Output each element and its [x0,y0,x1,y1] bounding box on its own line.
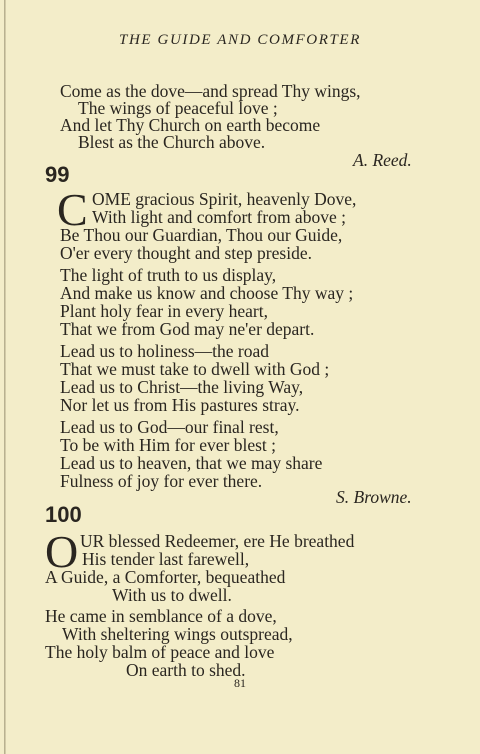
prev-hymn-line-1: Come as the dove—and spread Thy wings, [60,81,361,101]
hymn-99-s2-line-4: That we from God may ne'er depart. [60,319,315,339]
hymn-99-s4-line-2: To be with Him for ever blest ; [60,435,277,455]
hymn-100-s2-line-1: He came in semblance of a dove, [45,606,277,626]
running-head: THE GUIDE AND COMFORTER [119,32,361,48]
drop-cap-100: O [45,526,79,577]
prev-hymn-attribution: A. Reed. [353,150,412,170]
hymn-100-first-line: UR blessed Redeemer, ere He breathed [80,531,355,551]
page-number: 81 [234,676,246,690]
hymn-99-s2-line-3: Plant holy fear in every heart, [60,301,268,321]
hymn-99-s3-line-3: Lead us to Christ—the living Way, [60,377,304,397]
hymn-number-100: 100 [45,502,82,527]
prev-hymn-line-4: Blest as the Church above. [78,132,266,152]
hymn-99-s4-line-3: Lead us to heaven, that we may share [60,453,323,473]
hymn-100-s1-line-3: A Guide, a Comforter, bequeathed [45,567,286,587]
hymn-number-99: 99 [45,162,70,187]
hymn-99-s1-line-3: Be Thou our Guardian, Thou our Guide, [60,225,343,245]
hymn-99-s3-line-1: Lead us to holiness—the road [60,341,269,361]
page-spine-edge [4,0,6,754]
prev-hymn-line-3: And let Thy Church on earth become [60,115,321,135]
hymn-99-s2-line-2: And make us know and choose Thy way ; [60,283,354,303]
hymn-99-s2-line-1: The light of truth to us display, [60,265,277,285]
hymn-99-s1-line-4: O'er every thought and step preside. [60,243,312,263]
drop-cap-99: C [57,184,88,235]
hymn-99-s3-line-4: Nor let us from His pastures stray. [60,395,300,415]
hymn-100-s1-line-2: His tender last farewell, [82,549,250,569]
hymn-99-first-line: OME gracious Spirit, heavenly Dove, [92,189,357,209]
hymn-100-s2-line-2: With sheltering wings outspread, [62,624,293,644]
hymn-99-s3-line-2: That we must take to dwell with God ; [60,359,330,379]
hymn-99-s4-line-4: Fulness of joy for ever there. [60,471,263,491]
hymn-99-attribution: S. Browne. [336,487,412,507]
hymn-100-s2-line-4: On earth to shed. [126,660,246,680]
hymn-99-s1-line-2: With light and comfort from above ; [92,207,346,227]
hymn-99-s4-line-1: Lead us to God—our final rest, [60,417,279,437]
hymn-100-s1-line-4: With us to dwell. [112,585,232,605]
prev-hymn-line-2: The wings of peaceful love ; [78,98,278,118]
hymn-100-s2-line-3: The holy balm of peace and love [45,642,275,662]
